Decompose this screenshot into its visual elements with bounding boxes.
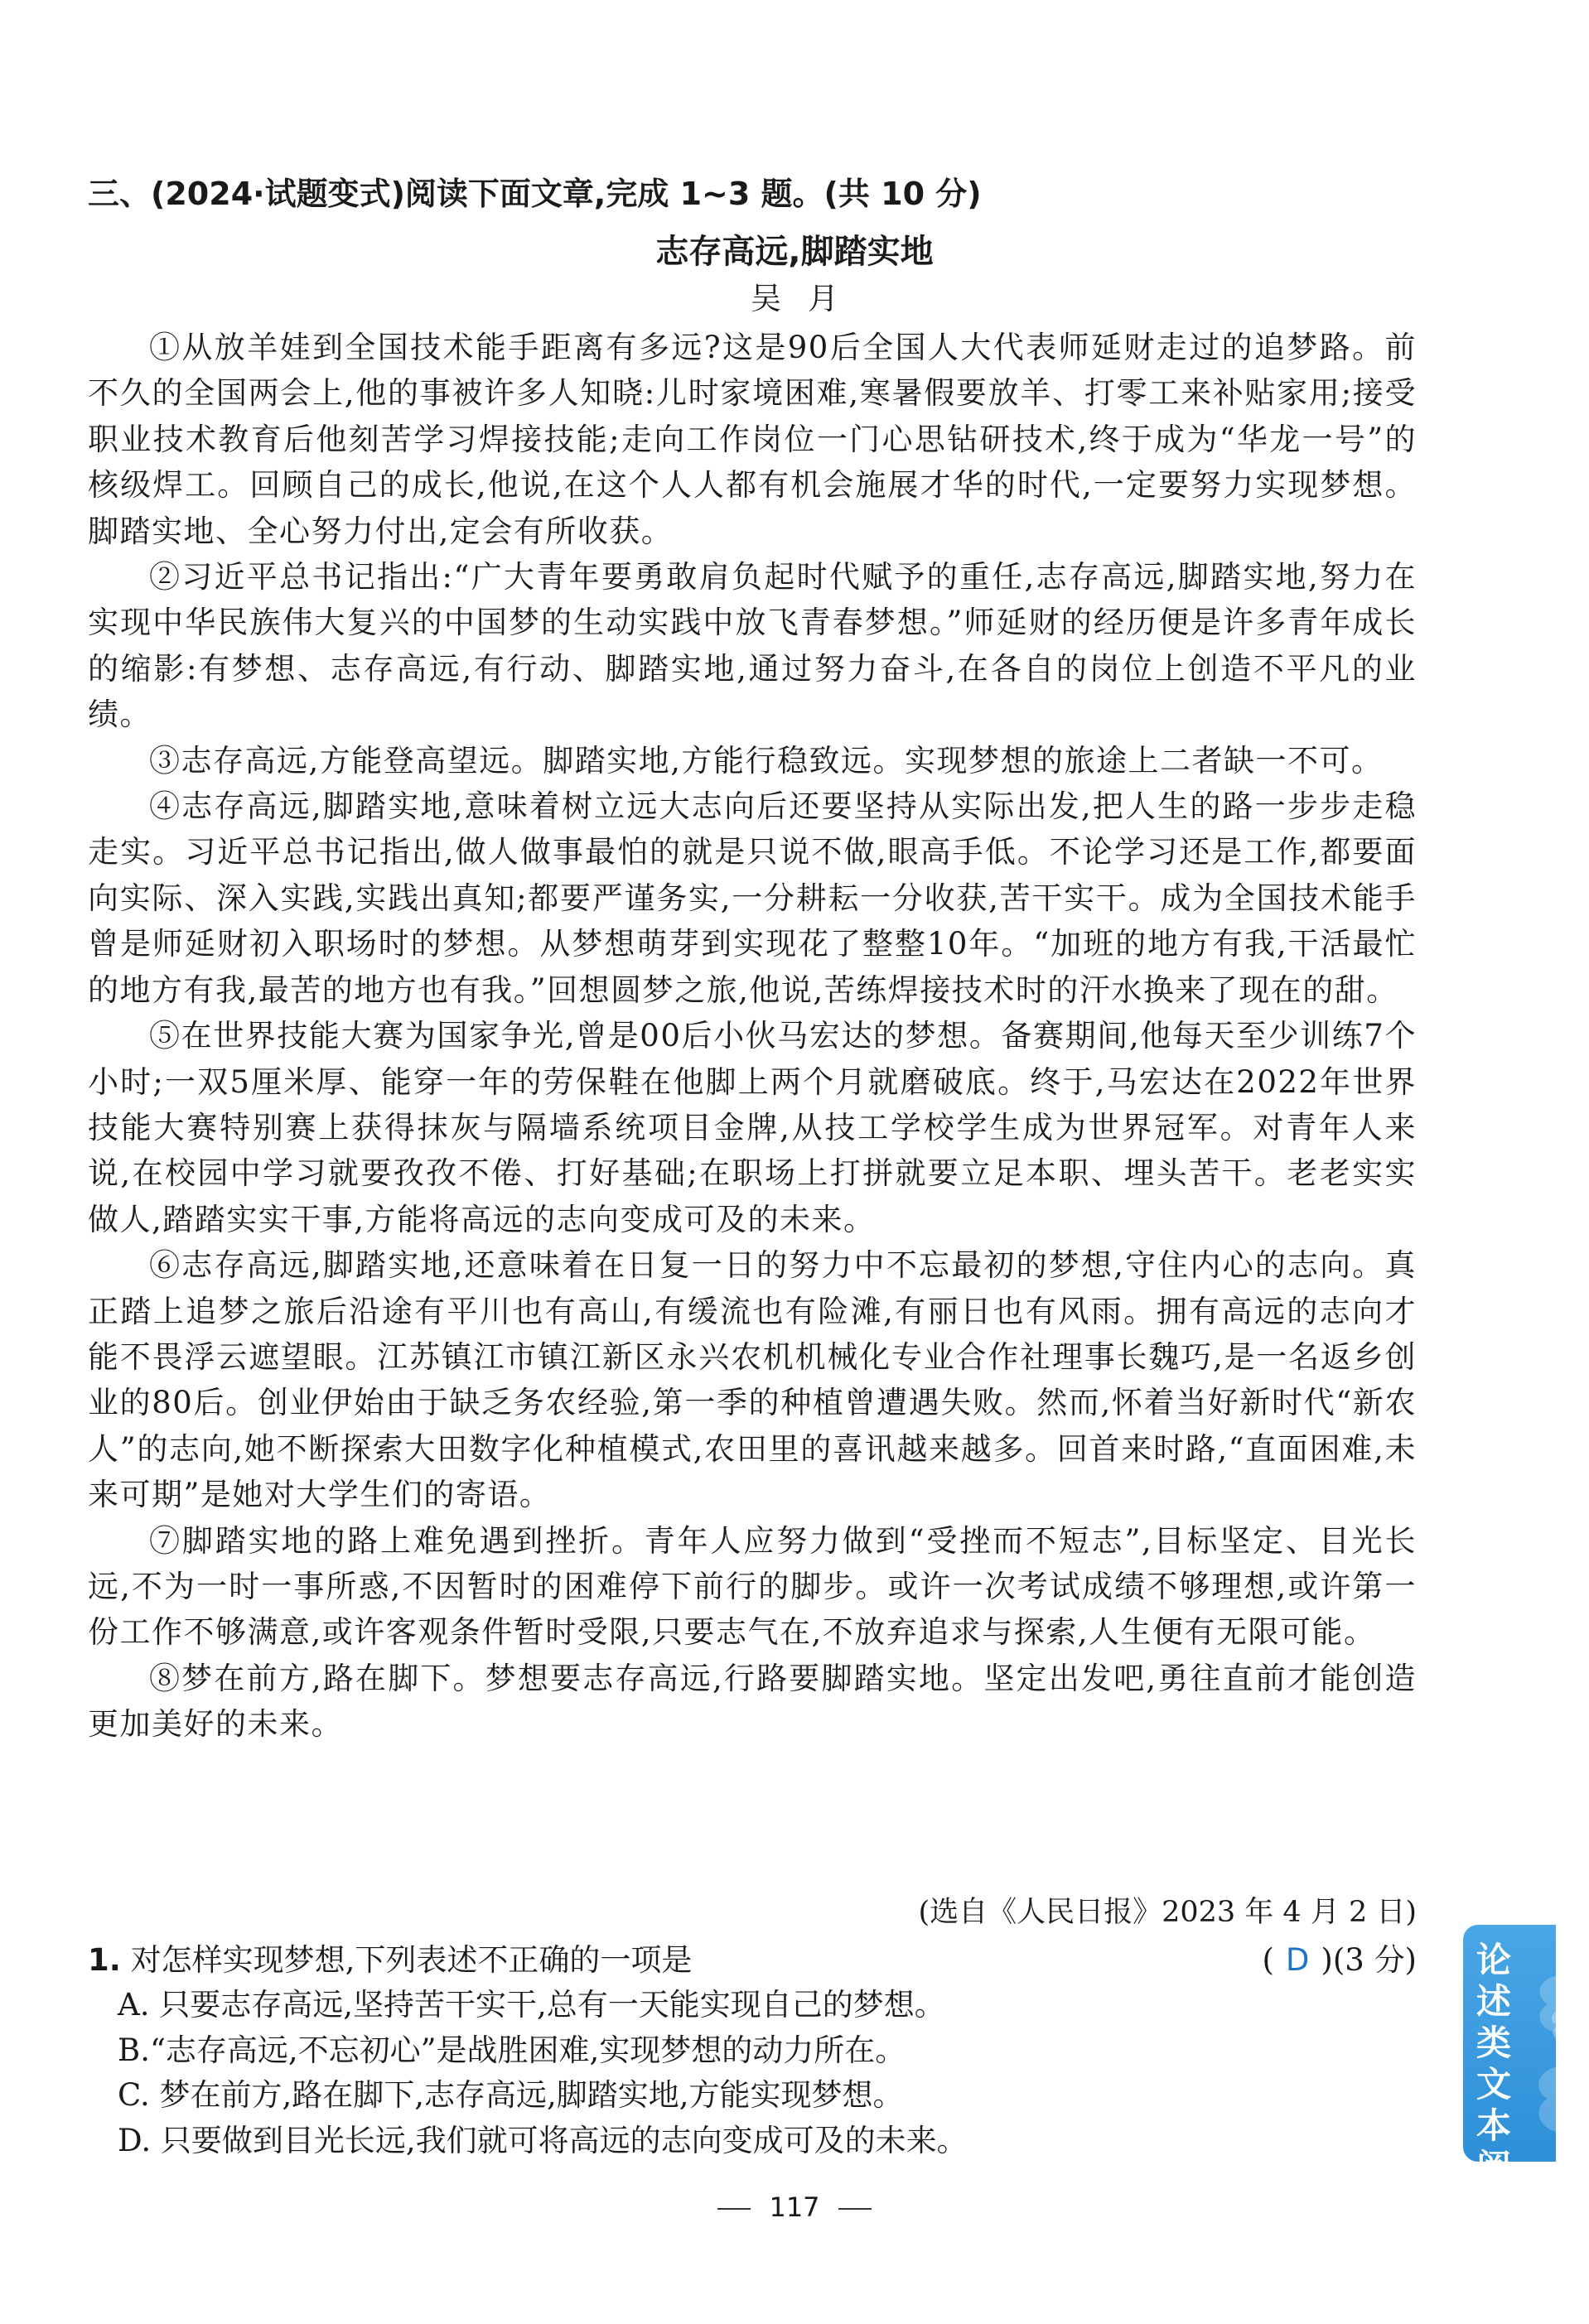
question-number: 1. — [88, 1942, 121, 1978]
option-b: B.“志存高远,不忘初心”是战胜困难,实现梦想的动力所在。 — [118, 2032, 906, 2068]
article-author: 吴月 — [751, 281, 865, 316]
article-body — [88, 325, 1417, 1748]
question-1 — [88, 1938, 1417, 2163]
article-title: 志存高远,脚踏实地 — [655, 233, 934, 271]
cloud-pattern-icon — [1514, 1925, 1564, 2162]
question-text: 对怎样实现梦想,下列表述不正确的一项是 — [130, 1942, 693, 1978]
paragraph-6: ⑥志存高远,脚踏实地,还意味着在日复一日的努力中不忘最初的梦想,守住内心的志向。真正踏上追梦之旅后沿途有平川也有高山,有缓流也有险滩,有丽日也有风雨。拥有高远的志向才能不畏浮云遮望眼。江苏镇江市镇江新区永兴农机机械化专业合作社理事长魏巧,是一名返乡创业的80后。创业伊始由于缺乏务农经验,第一季的种植曾遭遇失败。然而,怀着当好新时代“新农人”的志向,她不断探索大田数字化种植模式,农田里的喜讯越来越多。回首来时路,“直面困难,未来可期”是她对大学生们的寄语。 — [88, 1247, 1417, 1513]
side-tab-label: 论述类文本阅读 — [1476, 1940, 1511, 2229]
option-d: D. 只要做到目光长远,我们就可将高远的志向变成可及的未来。 — [118, 2122, 968, 2158]
paragraph-4: ④志存高远,脚踏实地,意味着树立远大志向后还要坚持从实际出发,把人生的路一步步走稳走实。习近平总书记指出,做人做事最怕的就是只说不做,眼高手低。不论学习还是工作,都要面向实际、深入实践,实践出真知;都要严谨务实,一分耕耘一分收获,苦干实干。成为全国技术能手曾是师延财初入职场时的梦想。从梦想萌芽到实现花了整整10年。“加班的地方有我,干活最忙的地方有我,最苦的地方也有我。”回想圆梦之旅,他说,苦练焊接技术时的汗水换来了现在的甜。 — [88, 788, 1417, 1008]
paragraph-5: ⑤在世界技能大赛为国家争光,曾是00后小伙马宏达的梦想。备赛期间,他每天至少训练7个小时;一双5厘米厚、能穿一年的劳保鞋在他脚上两个月就磨破底。终于,马宏达在2022年世界技能大赛特别赛上获得抹灰与隔墙系统项目金牌,从技工学校学生成为世界冠军。对青年人来说,在校园中学习就要孜孜不倦、打好基础;在职场上打拼就要立足本职、埋头苦干。老老实实做人,踏踏实实干事,方能将高远的志向变成可及的未来。 — [88, 1018, 1417, 1237]
option-a: A. 只要志存高远,坚持苦干实干,总有一天能实现自己的梦想。 — [118, 1987, 945, 2023]
footer-dash-right — [838, 2208, 872, 2210]
footer-dash-left — [717, 2208, 751, 2210]
paragraph-7: ⑦脚踏实地的路上难免遇到挫折。青年人应努力做到“受挫而不短志”,目标坚定、目光长远,不为一时一事所惑,不因暂时的困难停下前行的脚步。或许一次考试成绩不够理想,或许第一份工作不够满意,或许客观条件暂时受限,只要志气在,不放弃追求与探索,人生便有无限可能。 — [88, 1522, 1417, 1651]
answer-box — [1262, 1938, 1417, 1983]
section-heading: 三、(2024·试题变式)阅读下面文章,完成 1~3 题。(共 10 分) — [88, 176, 982, 212]
paragraph-1: ①从放羊娃到全国技术能手距离有多远?这是90后全国人大代表师延财走过的追梦路。前不久的全国两会上,他的事被许多人知晓:儿时家境困难,寒暑假要放羊、打零工来补贴家用;接受职业技术教育后他刻苦学习焊接技能;走向工作岗位一门心思钻研技术,终于成为“华龙一号”的核级焊工。回顾自己的成长,他说,在这个人人都有机会施展才华的时代,一定要努力实现梦想。脚踏实地、全心努力付出,定会有所收获。 — [88, 330, 1417, 549]
article-source: (选自《人民日报》2023 年 4 月 2 日) — [918, 1896, 1417, 1929]
option-c: C. 梦在前方,路在脚下,志存高远,脚踏实地,方能实现梦想。 — [118, 2077, 904, 2113]
section-side-tab — [1463, 1925, 1556, 2229]
paragraph-3: ③志存高远,方能登高望远。脚踏实地,方能行稳致远。实现梦想的旅途上二者缺一不可。 — [149, 742, 1384, 779]
question-stem — [88, 1938, 1417, 1983]
page-number: 117 — [769, 2191, 820, 2223]
paragraph-2: ②习近平总书记指出:“广大青年要勇敢肩负起时代赋予的重任,志存高远,脚踏实地,努力在实现中华民族伟大复兴的中国梦的生动实践中放飞青春梦想。”师延财的经历便是许多青年成长的缩影:有梦想、志存高远,有行动、脚踏实地,通过努力奋斗,在各自的岗位上创造不平凡的业绩。 — [88, 559, 1417, 733]
answer-score: )(3 分) — [1321, 1942, 1417, 1978]
answer-letter: D — [1285, 1942, 1310, 1978]
answer-paren-open: ( — [1262, 1942, 1274, 1978]
page-footer — [0, 2187, 1589, 2228]
paragraph-8: ⑧梦在前方,路在脚下。梦想要志存高远,行路要脚踏实地。坚定出发吧,勇往直前才能创造更加美好的未来。 — [88, 1660, 1417, 1743]
